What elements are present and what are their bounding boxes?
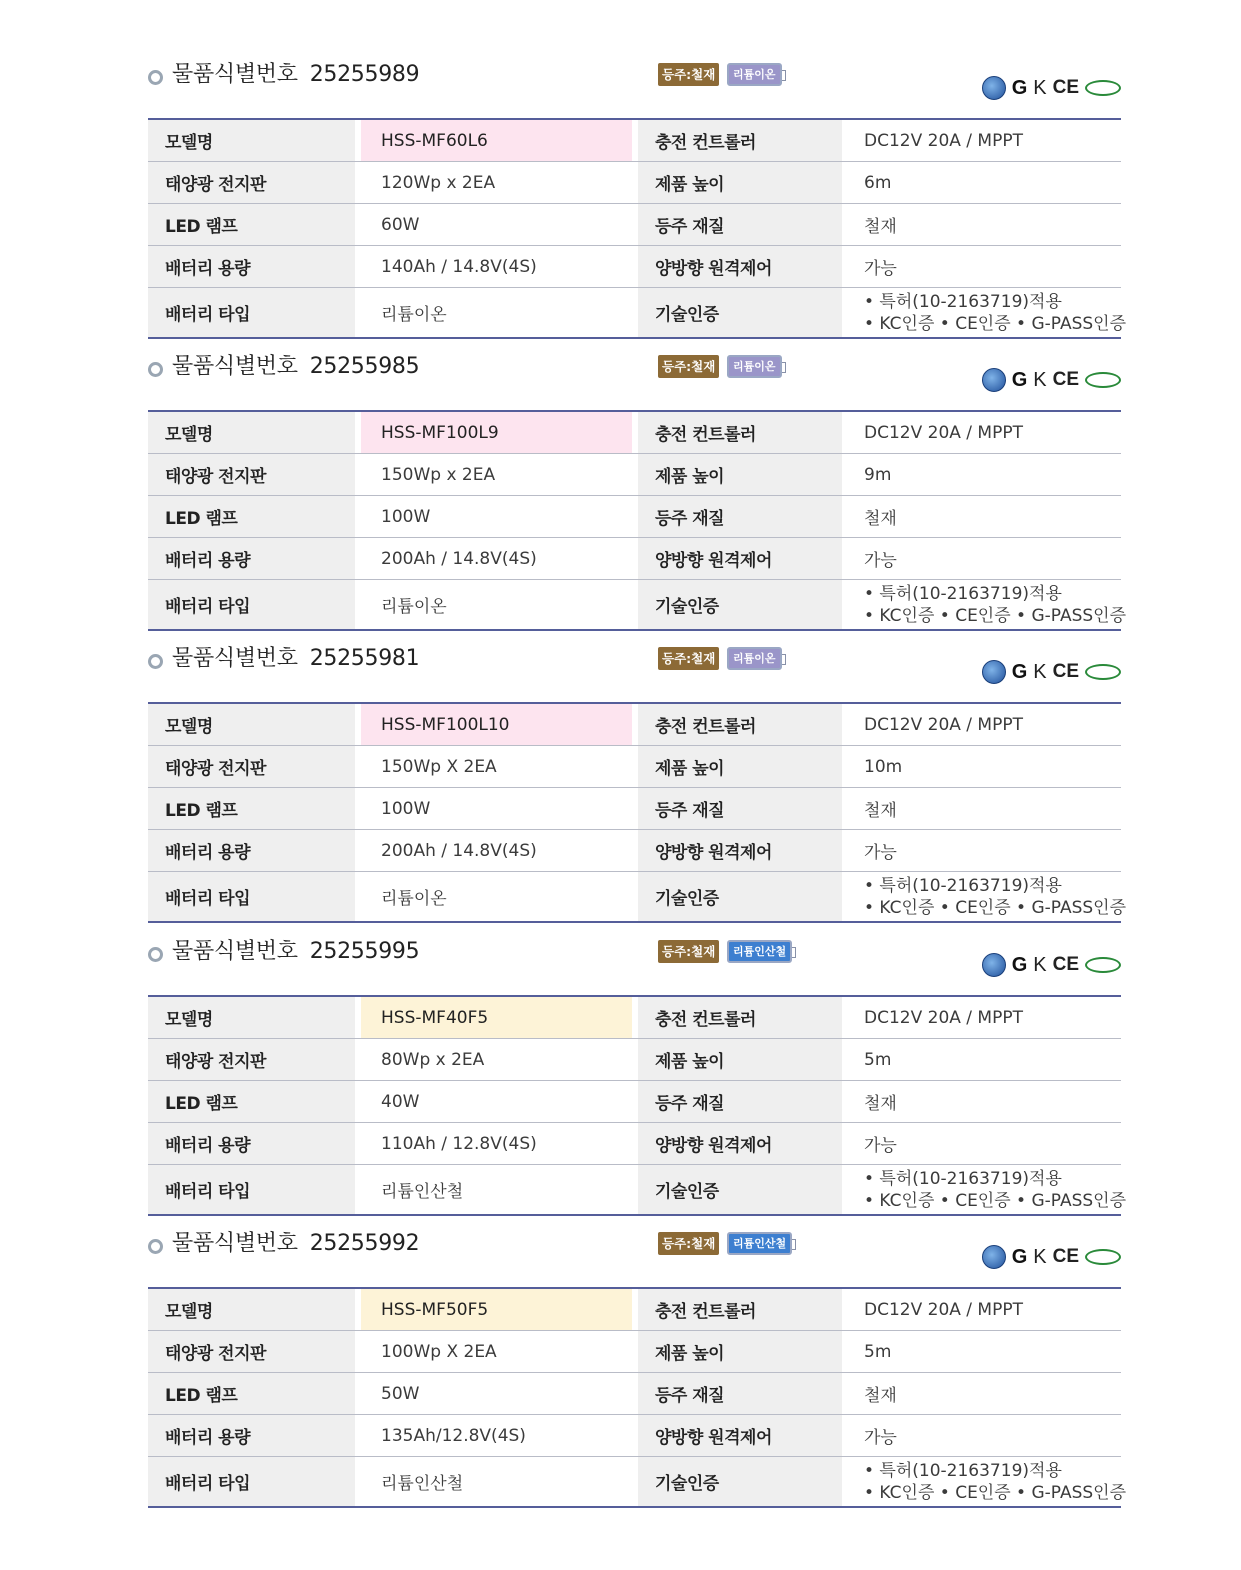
battery-type-value: 리튬인산철 — [381, 1182, 464, 1202]
tech-cert-label: 기술인증 — [638, 288, 842, 339]
circle-bullet-icon — [148, 654, 163, 669]
table-row — [148, 454, 1121, 496]
cert-line: • KC인증 • CE인증 • G-PASS인증 — [864, 606, 1127, 626]
pole-material-value: 철재 — [848, 496, 1121, 538]
spec-table — [148, 995, 1127, 1216]
height-value: 6m — [848, 162, 1121, 204]
good-mark-icon — [1085, 1249, 1121, 1265]
model-value: HSS-MF60L6 — [361, 119, 632, 162]
led-lamp-label: LED 램프 — [148, 496, 355, 538]
controller-value: DC12V 20A / MPPT — [848, 411, 1121, 454]
table-row — [148, 1165, 1121, 1216]
battery-type-label: 배터리 타입 — [148, 1165, 355, 1216]
cert-line: • KC인증 • CE인증 • G-PASS인증 — [864, 898, 1127, 918]
remote-control-label: 양방향 원격제어 — [638, 1415, 842, 1457]
battery-capacity-label: 배터리 용량 — [148, 246, 355, 288]
patent-line: • 특허(10-2163719)적용 — [864, 1169, 1062, 1189]
solar-panel-label: 태양광 전지판 — [148, 454, 355, 496]
table-row — [148, 703, 1121, 746]
battery-capacity-value: 140Ah / 14.8V(4S) — [361, 246, 632, 288]
good-mark-icon — [1085, 80, 1121, 96]
pole-material-badge: 등주:철재 — [658, 647, 719, 670]
product-block — [148, 60, 1127, 339]
product-id-title — [172, 644, 419, 674]
table-row — [148, 119, 1121, 162]
tech-cert-label: 기술인증 — [638, 580, 842, 631]
battery-type-value: 리튬이온 — [381, 889, 447, 909]
g-pass-icon: G — [1011, 368, 1028, 391]
model-label: 모델명 — [148, 1288, 355, 1331]
solar-panel-value: 150Wp x 2EA — [361, 454, 632, 496]
product-id-number: 25255981 — [309, 646, 420, 671]
pole-material-label: 등주 재질 — [638, 1373, 842, 1415]
remote-control-value: 가능 — [848, 246, 1121, 288]
solar-panel-label: 태양광 전지판 — [148, 746, 355, 788]
kc-icon: K — [1033, 368, 1047, 391]
circle-bullet-icon — [148, 70, 163, 85]
circle-bullet-icon — [148, 947, 163, 962]
tech-cert-value — [848, 288, 1127, 339]
led-lamp-value: 100W — [361, 496, 632, 538]
tech-cert-label: 기술인증 — [638, 1457, 842, 1508]
tech-cert-label: 기술인증 — [638, 872, 842, 923]
led-lamp-label: LED 램프 — [148, 1081, 355, 1123]
pole-material-label: 등주 재질 — [638, 496, 842, 538]
led-lamp-value: 60W — [361, 204, 632, 246]
controller-value: DC12V 20A / MPPT — [848, 1288, 1121, 1331]
tech-cert-value — [848, 1165, 1127, 1216]
table-row — [148, 788, 1121, 830]
table-row — [148, 288, 1121, 339]
cert-icons — [982, 366, 1121, 394]
solar-panel-label: 태양광 전지판 — [148, 1039, 355, 1081]
remote-control-label: 양방향 원격제어 — [638, 538, 842, 580]
table-row — [148, 411, 1121, 454]
model-value: HSS-MF100L9 — [361, 411, 632, 454]
table-row — [148, 1373, 1121, 1415]
solar-panel-label: 태양광 전지판 — [148, 1331, 355, 1373]
battery-capacity-label: 배터리 용량 — [148, 538, 355, 580]
product-id-title — [172, 352, 419, 382]
battery-capacity-value: 200Ah / 14.8V(4S) — [361, 538, 632, 580]
remote-control-label: 양방향 원격제어 — [638, 830, 842, 872]
product-block — [148, 644, 1127, 923]
table-row — [148, 1288, 1121, 1331]
battery-type-value: 리튬인산철 — [381, 1474, 464, 1494]
g-pass-icon: G — [1011, 953, 1028, 976]
circle-bullet-icon — [148, 362, 163, 377]
product-id-title — [172, 937, 419, 967]
battery-capacity-value: 135Ah/12.8V(4S) — [361, 1415, 632, 1457]
battery-type-label: 배터리 타입 — [148, 872, 355, 923]
height-value: 5m — [848, 1039, 1121, 1081]
pole-material-value: 철재 — [848, 1373, 1121, 1415]
spec-table — [148, 118, 1127, 339]
model-label: 모델명 — [148, 996, 355, 1039]
solar-panel-value: 100Wp X 2EA — [361, 1331, 632, 1373]
remote-control-label: 양방향 원격제어 — [638, 246, 842, 288]
kc-icon: K — [1033, 660, 1047, 683]
id-title-label: 물품식별번호 — [172, 1231, 298, 1256]
height-label: 제품 높이 — [638, 162, 842, 204]
table-row — [148, 1039, 1121, 1081]
solar-panel-value: 120Wp x 2EA — [361, 162, 632, 204]
controller-value: DC12V 20A / MPPT — [848, 703, 1121, 746]
product-header — [148, 352, 1121, 410]
id-title-label: 물품식별번호 — [172, 354, 298, 379]
led-lamp-label: LED 램프 — [148, 204, 355, 246]
model-value: HSS-MF100L10 — [361, 703, 632, 746]
table-row — [148, 872, 1121, 923]
patent-line: • 특허(10-2163719)적용 — [864, 876, 1062, 896]
controller-label: 충전 컨트롤러 — [638, 119, 842, 162]
spec-table — [148, 702, 1127, 923]
pole-material-value: 철재 — [848, 788, 1121, 830]
table-row — [148, 830, 1121, 872]
remote-control-label: 양방향 원격제어 — [638, 1123, 842, 1165]
table-row — [148, 996, 1121, 1039]
ce-icon: CE — [1052, 661, 1079, 682]
spec-table — [148, 1287, 1127, 1508]
ce-icon: CE — [1052, 1246, 1079, 1267]
product-header — [148, 1229, 1121, 1287]
remote-control-value: 가능 — [848, 1123, 1121, 1165]
table-row — [148, 1331, 1121, 1373]
good-mark-icon — [1085, 664, 1121, 680]
height-value: 5m — [848, 1331, 1121, 1373]
cert-icons — [982, 1243, 1121, 1271]
product-id-title — [172, 1229, 419, 1259]
pole-material-badge: 등주:철재 — [658, 63, 719, 86]
battery-type-badge: 리튬이온 — [727, 63, 782, 86]
spec-table — [148, 410, 1127, 631]
product-header — [148, 937, 1121, 995]
product-id-title — [172, 60, 419, 90]
table-row — [148, 1123, 1121, 1165]
solar-panel-value: 150Wp X 2EA — [361, 746, 632, 788]
height-label: 제품 높이 — [638, 746, 842, 788]
battery-capacity-label: 배터리 용량 — [148, 1415, 355, 1457]
battery-type-badge: 리튬이온 — [727, 647, 782, 670]
globe-icon — [982, 76, 1006, 100]
g-pass-icon: G — [1011, 76, 1028, 99]
pole-material-value: 철재 — [848, 204, 1121, 246]
cert-icons — [982, 951, 1121, 979]
ce-icon: CE — [1052, 369, 1079, 390]
model-value: HSS-MF50F5 — [361, 1288, 632, 1331]
table-row — [148, 1081, 1121, 1123]
tech-cert-value — [848, 872, 1127, 923]
led-lamp-label: LED 램프 — [148, 1373, 355, 1415]
product-block — [148, 1229, 1127, 1508]
battery-type-label: 배터리 타입 — [148, 580, 355, 631]
remote-control-value: 가능 — [848, 1415, 1121, 1457]
controller-value: DC12V 20A / MPPT — [848, 996, 1121, 1039]
table-row — [148, 538, 1121, 580]
controller-value: DC12V 20A / MPPT — [848, 119, 1121, 162]
controller-label: 충전 컨트롤러 — [638, 703, 842, 746]
pole-material-badge: 등주:철재 — [658, 355, 719, 378]
model-label: 모델명 — [148, 119, 355, 162]
battery-capacity-value: 200Ah / 14.8V(4S) — [361, 830, 632, 872]
id-title-label: 물품식별번호 — [172, 62, 298, 87]
battery-type-label: 배터리 타입 — [148, 288, 355, 339]
table-row — [148, 1457, 1121, 1508]
good-mark-icon — [1085, 957, 1121, 973]
battery-capacity-value: 110Ah / 12.8V(4S) — [361, 1123, 632, 1165]
product-id-number: 25255992 — [309, 1231, 420, 1256]
product-block — [148, 352, 1127, 631]
table-row — [148, 580, 1121, 631]
product-header — [148, 644, 1121, 702]
cert-line: • KC인증 • CE인증 • G-PASS인증 — [864, 1483, 1127, 1503]
table-row — [148, 746, 1121, 788]
product-id-number: 25255995 — [309, 939, 420, 964]
patent-line: • 특허(10-2163719)적용 — [864, 584, 1062, 604]
height-label: 제품 높이 — [638, 1331, 842, 1373]
pole-material-label: 등주 재질 — [638, 1081, 842, 1123]
product-block — [148, 937, 1127, 1216]
battery-capacity-label: 배터리 용량 — [148, 830, 355, 872]
patent-line: • 특허(10-2163719)적용 — [864, 1461, 1062, 1481]
cert-line: • KC인증 • CE인증 • G-PASS인증 — [864, 314, 1127, 334]
controller-label: 충전 컨트롤러 — [638, 411, 842, 454]
kc-icon: K — [1033, 1245, 1047, 1268]
g-pass-icon: G — [1011, 1245, 1028, 1268]
pole-material-label: 등주 재질 — [638, 204, 842, 246]
solar-panel-value: 80Wp x 2EA — [361, 1039, 632, 1081]
pole-material-value: 철재 — [848, 1081, 1121, 1123]
cert-line: • KC인증 • CE인증 • G-PASS인증 — [864, 1191, 1127, 1211]
id-title-label: 물품식별번호 — [172, 939, 298, 964]
product-id-number: 25255985 — [309, 354, 420, 379]
height-value: 10m — [848, 746, 1121, 788]
battery-type-label: 배터리 타입 — [148, 1457, 355, 1508]
globe-icon — [982, 953, 1006, 977]
globe-icon — [982, 1245, 1006, 1269]
height-label: 제품 높이 — [638, 454, 842, 496]
table-row — [148, 162, 1121, 204]
controller-label: 충전 컨트롤러 — [638, 1288, 842, 1331]
g-pass-icon: G — [1011, 660, 1028, 683]
battery-type-badge: 리튬인산철 — [727, 940, 792, 963]
pole-material-label: 등주 재질 — [638, 788, 842, 830]
pole-material-badge: 등주:철재 — [658, 940, 719, 963]
height-label: 제품 높이 — [638, 1039, 842, 1081]
product-header — [148, 60, 1121, 118]
cert-icons — [982, 74, 1121, 102]
remote-control-value: 가능 — [848, 538, 1121, 580]
model-label: 모델명 — [148, 411, 355, 454]
kc-icon: K — [1033, 76, 1047, 99]
globe-icon — [982, 660, 1006, 684]
ce-icon: CE — [1052, 954, 1079, 975]
led-lamp-value: 40W — [361, 1081, 632, 1123]
circle-bullet-icon — [148, 1239, 163, 1254]
table-row — [148, 1415, 1121, 1457]
ce-icon: CE — [1052, 77, 1079, 98]
battery-type-value: 리튬이온 — [381, 305, 447, 325]
pole-material-badge: 등주:철재 — [658, 1232, 719, 1255]
good-mark-icon — [1085, 372, 1121, 388]
id-title-label: 물품식별번호 — [172, 646, 298, 671]
controller-label: 충전 컨트롤러 — [638, 996, 842, 1039]
led-lamp-value: 100W — [361, 788, 632, 830]
height-value: 9m — [848, 454, 1121, 496]
battery-type-badge: 리튬인산철 — [727, 1232, 792, 1255]
patent-line: • 특허(10-2163719)적용 — [864, 292, 1062, 312]
solar-panel-label: 태양광 전지판 — [148, 162, 355, 204]
table-row — [148, 246, 1121, 288]
cert-icons — [982, 658, 1121, 686]
model-label: 모델명 — [148, 703, 355, 746]
globe-icon — [982, 368, 1006, 392]
tech-cert-value — [848, 580, 1127, 631]
battery-type-badge: 리튬이온 — [727, 355, 782, 378]
table-row — [148, 204, 1121, 246]
tech-cert-value — [848, 1457, 1127, 1508]
model-value: HSS-MF40F5 — [361, 996, 632, 1039]
remote-control-value: 가능 — [848, 830, 1121, 872]
battery-type-value: 리튬이온 — [381, 597, 447, 617]
led-lamp-label: LED 램프 — [148, 788, 355, 830]
led-lamp-value: 50W — [361, 1373, 632, 1415]
tech-cert-label: 기술인증 — [638, 1165, 842, 1216]
kc-icon: K — [1033, 953, 1047, 976]
table-row — [148, 496, 1121, 538]
battery-capacity-label: 배터리 용량 — [148, 1123, 355, 1165]
product-id-number: 25255989 — [309, 62, 420, 87]
